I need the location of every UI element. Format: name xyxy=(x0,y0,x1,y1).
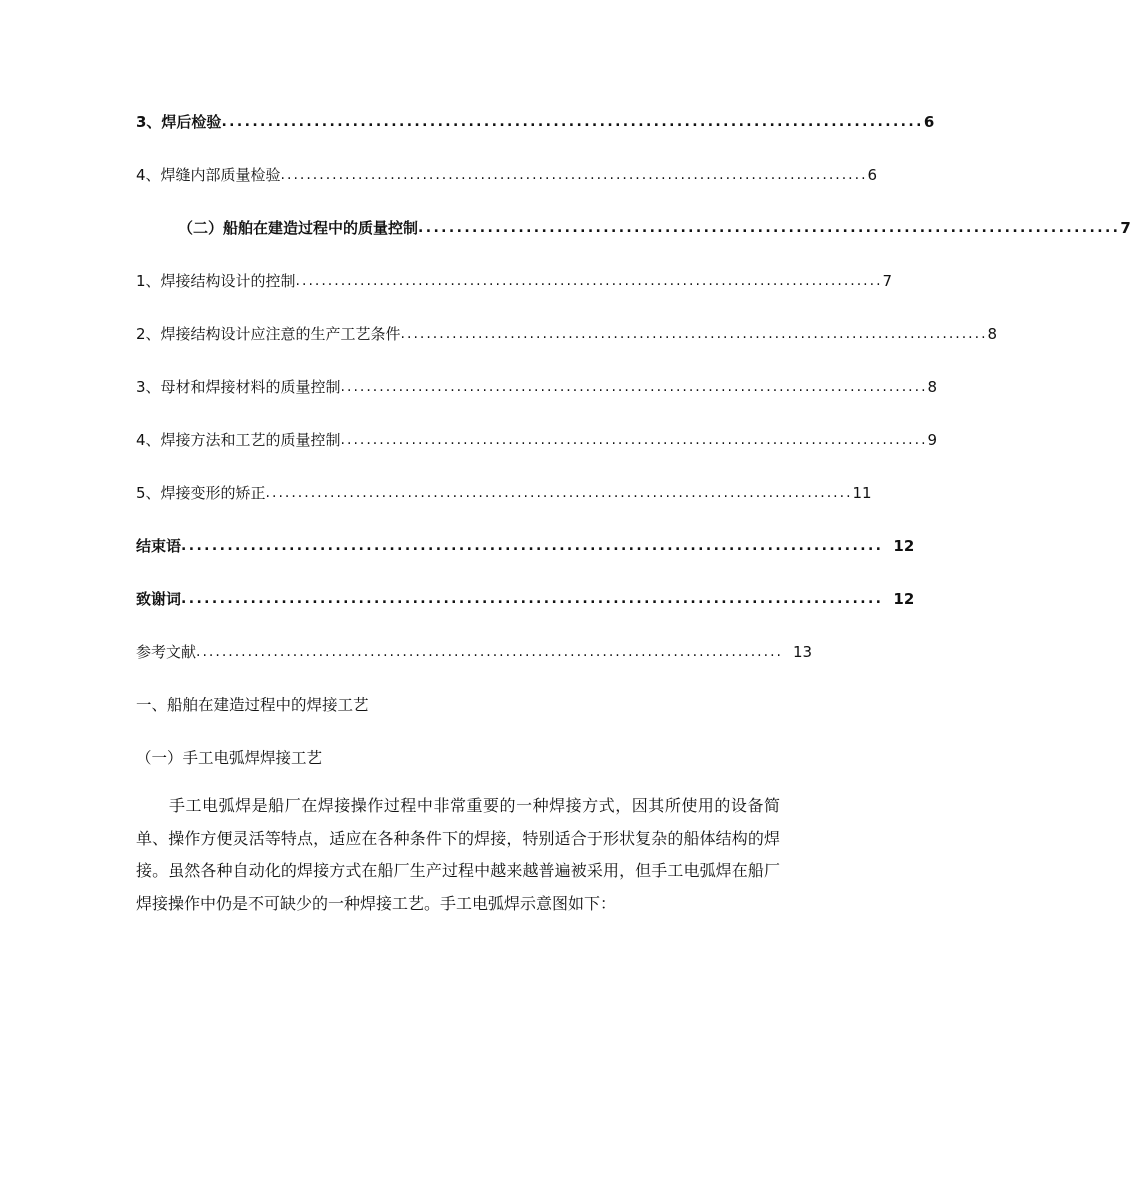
toc-entry[interactable] xyxy=(136,324,998,344)
toc-entry[interactable] xyxy=(136,589,915,609)
toc-entry-title: 4、焊接方法和工艺的质量控制 xyxy=(136,431,341,449)
toc-entry[interactable] xyxy=(136,271,893,291)
toc-entry[interactable] xyxy=(178,218,1131,238)
toc-entry[interactable] xyxy=(136,483,872,503)
toc-entry-page: 6 xyxy=(923,113,935,131)
toc-entry-page: 7 xyxy=(1120,219,1131,237)
toc-entry-title: 5、焊接变形的矫正 xyxy=(136,484,266,502)
toc-entry[interactable] xyxy=(136,642,813,662)
subsection-heading: （一）手工电弧焊焊接工艺 xyxy=(136,749,323,767)
toc-entry-page: 8 xyxy=(927,378,938,396)
toc-leader: ........................................................................................... xyxy=(181,591,884,607)
toc-entry-title: 结束语 xyxy=(136,537,182,555)
section-heading: 一、船舶在建造过程中的焊接工艺 xyxy=(136,696,369,714)
toc-leader: ........................................................................................... xyxy=(181,538,884,554)
toc-leader: ........................................................................................... xyxy=(280,167,868,183)
toc-leader: ........................................................................................... xyxy=(340,379,928,395)
toc-entry-page: 13 xyxy=(792,643,813,661)
toc-entry[interactable] xyxy=(136,112,935,132)
toc-entry-page: 9 xyxy=(927,431,938,449)
toc-leader: ........................................................................................... xyxy=(221,114,924,130)
toc-entry[interactable] xyxy=(136,377,938,397)
toc-entry-page: 12 xyxy=(893,590,915,608)
toc-entry-title: 2、焊接结构设计应注意的生产工艺条件 xyxy=(136,325,401,343)
toc-entry-title: 3、焊后检验 xyxy=(136,113,222,131)
toc-leader: ........................................................................................... xyxy=(400,326,988,342)
toc-entry-page: 6 xyxy=(867,166,878,184)
toc-entry-title: （二）船舶在建造过程中的质量控制 xyxy=(178,219,419,237)
toc-entry-title: 参考文献 xyxy=(136,643,197,661)
toc-entry-page: 11 xyxy=(852,484,872,502)
toc-entry-title: 致谢词 xyxy=(136,590,182,608)
toc-entry-title: 3、母材和焊接材料的质量控制 xyxy=(136,378,341,396)
toc-entry[interactable] xyxy=(136,165,878,185)
toc-entry[interactable] xyxy=(136,536,915,556)
toc-entry-page: 12 xyxy=(893,537,915,555)
toc-leader: ........................................................................................... xyxy=(265,485,853,501)
toc-entry-title: 1、焊接结构设计的控制 xyxy=(136,272,296,290)
toc-entry-page: 7 xyxy=(882,272,893,290)
toc-entry-title: 4、焊缝内部质量检验 xyxy=(136,166,281,184)
toc-entry[interactable] xyxy=(136,430,938,450)
body-paragraph: 手工电弧焊是船厂在焊接操作过程中非常重要的一种焊接方式，因其所使用的设备简单、操作方便灵活等特点，适应在各种条件下的焊接，特别适合于形状复杂的船体结构的焊接。虽然各种自动化的焊接方式在船厂生产过程中越来越普遍被采用，但手工电弧焊在船厂焊接操作中仍是不可缺少的一种焊接工艺。手工电弧焊示意图如下： xyxy=(136,796,780,913)
toc-leader: ........................................................................................... xyxy=(196,644,783,660)
toc-leader: ........................................................................................... xyxy=(418,220,1121,236)
toc-leader: ........................................................................................... xyxy=(295,273,883,289)
toc-leader: ........................................................................................... xyxy=(340,432,928,448)
toc-entry-page: 8 xyxy=(987,325,998,343)
